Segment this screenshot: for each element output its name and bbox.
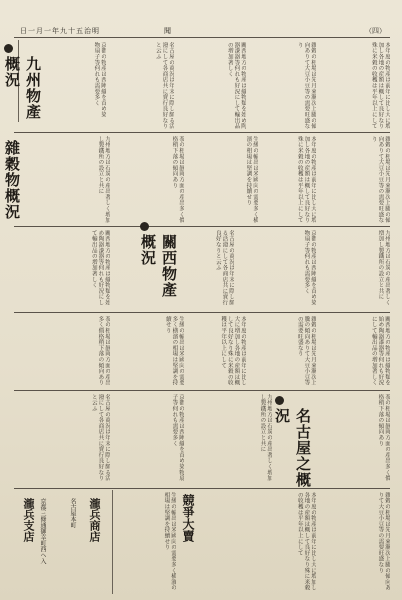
- header-date: 日一月一年九十五治明: [20, 27, 100, 35]
- text-block-low-left: 關西地方の物產は織物類を始め陶器漆器等何れも好況にして輸出品の増加著しく: [90, 230, 110, 306]
- text-block-low-2: 名古屋の商況は年末に際し頗る活潑にして各商店共に賣行良好なりと云ふ: [214, 230, 234, 306]
- text-block-5-left: 名古屋の商況は年末に際し頗る活潑にして各商店共に賣行良好なりと云ふ: [90, 394, 110, 481]
- row-divider: [14, 226, 390, 227]
- text-block-top-r4: 名古屋の商況は年末に際し頗る活潑にして各商店共に賣行良好なりと云ふ: [154, 42, 174, 129]
- zatsu-section-title: 雜穀物概況: [3, 140, 21, 220]
- section-bullet-icon: [275, 396, 284, 405]
- text-block-5-2: 京都の物產は西陣織を首め染物扇子等何れも需要多く: [171, 394, 184, 481]
- text-block-mid-right: 雜穀の相場は先月來漸次上騰の傾向ありて大豆小豆等の需要旺盛なり: [370, 136, 390, 223]
- text-block-mid-2: 茶の相場は靜岡方面の産出多く價格稍下落の傾向あり: [171, 136, 184, 223]
- row-divider: [14, 390, 390, 391]
- sale-notice: 競爭大賣: [181, 494, 195, 542]
- branch-name: 瀧兵支店: [22, 498, 35, 542]
- text-block-mid-3: 生絲の輸出は米國向の需要多く横濱の相場は堅調を持續せり: [245, 136, 258, 223]
- branch-location: 京都三條通御幸町西へ入: [39, 498, 46, 564]
- text-block-6-3: 本年度の物產は前年に比し大に増加し各地の産額は概して良好なり殊に米穀の收穫は平年以上にして: [296, 492, 316, 591]
- text-block-top-r2: 雜穀の相場は先月來漸次上騰の傾向ありて大豆小豆等の需要旺盛なり: [296, 42, 316, 129]
- text-block-4-2: 生絲の輸出は米國向の需要多く横濱の相場は堅調を持續せり: [164, 316, 184, 386]
- nagoya-section-title: 名古屋之概況: [273, 408, 312, 488]
- ad-border: [112, 490, 113, 594]
- page-number: （四）: [365, 27, 386, 35]
- text-block-top-left: 京都の物產は西陣織を首め染物扇子等何れも需要多く: [93, 42, 106, 118]
- section-bullet-icon: [140, 222, 149, 231]
- row-divider: [14, 312, 390, 313]
- text-block-top-right: 本年度の物產は前年に比し大に増加し各地の産額は概して良好なり殊に米穀の收穫は平年以上にして: [370, 42, 390, 129]
- kyushu-section-title: 九州物產概況: [3, 56, 42, 120]
- text-block-5-right: 茶の相場は靜岡方面の産出多く價格稍下落の傾向あり: [377, 394, 390, 481]
- section-bullet-icon: [4, 44, 13, 53]
- header-masthead: 聞: [164, 27, 176, 35]
- text-block-4-left: 茶の相場は靜岡方面の産出多く價格稍下落の傾向あり: [97, 316, 110, 386]
- text-block-6-2: 生絲の輸出は米國向の需要多く横濱の相場は堅調を持續せり: [163, 492, 176, 591]
- text-block-top-r3: 關西地方の物產は織物類を始め陶器漆器等何れも好況にして輸出品の増加著しく: [226, 42, 246, 129]
- kansai-section-title: 關西物產概況: [139, 234, 178, 298]
- text-block-4-4: 雜穀の相場は先月來漸次上騰の傾向ありて大豆小豆等の需要旺盛なり: [296, 316, 316, 386]
- shop-location: 名古屋本町: [69, 498, 76, 528]
- shop-main-name: 瀧兵商店: [88, 498, 101, 542]
- row-divider: [14, 132, 390, 133]
- page-header: [14, 24, 390, 38]
- text-block-4-3: 本年度の物產は前年に比し大に増加し各地の産額は概して良好なり殊に米穀の收穫は平年以上にして: [220, 316, 246, 386]
- text-block-low-3: 京都の物產は西陣織を首め染物扇子等何れも需要多く: [303, 230, 316, 306]
- row-divider: [14, 488, 390, 489]
- text-block-mid-left: 九州地方は石炭の産出著しく増加し製鐵所の設立と共に: [97, 136, 110, 223]
- text-block-6-right: 雜穀の相場は先月來漸次上騰の傾向ありて大豆小豆等の需要旺盛なり: [377, 492, 390, 591]
- text-block-mid-4: 本年度の物產は前年に比し大に増加し各地の産額は概して良好なり殊に米穀の收穫は平年以上にして: [296, 136, 316, 223]
- text-block-4-right: 關西地方の物產は織物類を始め陶器漆器等何れも好況にして輸出品の増加著しく: [370, 316, 390, 386]
- text-block-5-3: 九州地方は石炭の産出著しく増加し製鐵所の設立と共に: [259, 394, 272, 481]
- text-block-low-right: 九州地方は石炭の産出著しく増加し製鐵所の設立と共に: [377, 230, 390, 306]
